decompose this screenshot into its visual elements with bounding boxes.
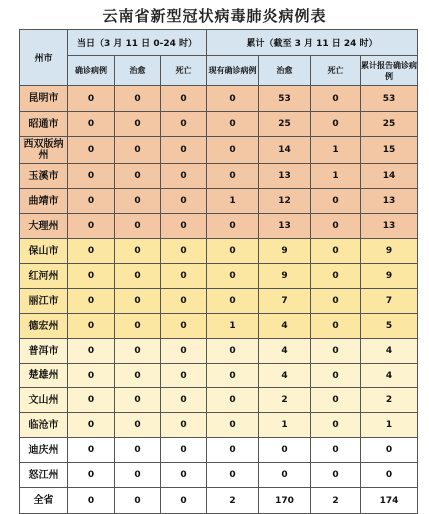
table-row [20,112,418,137]
region-cell: 德宏州 [20,314,68,339]
cum-cured-cell: 53 [259,86,311,112]
today-cured-cell: 0 [115,364,161,388]
today-death-cell: 0 [161,488,207,514]
region-cell: 玉溪市 [20,164,68,189]
cum-current-cell: 0 [207,388,259,413]
today-cured-cell: 0 [115,438,161,463]
cum-cured-cell: 13 [259,164,311,189]
today-death-cell: 0 [161,189,207,214]
cum-total-cell: 0 [361,463,418,488]
cum-total-cell: 174 [361,488,418,514]
today-cured-cell: 0 [115,488,161,514]
today-confirmed-cell: 0 [68,112,115,137]
cum-death-cell: 0 [311,86,361,112]
case-table [19,29,418,514]
cum-current-cell: 0 [207,463,259,488]
region-cell: 怒江州 [20,463,68,488]
cum-total-cell: 5 [361,314,418,339]
today-death-cell: 0 [161,86,207,112]
today-confirmed-cell: 0 [68,289,115,314]
cum-total-cell: 1 [361,413,418,438]
cum-cured-cell: 0 [259,463,311,488]
cum-death-cell: 2 [311,488,361,514]
cum-current-cell: 0 [207,364,259,388]
today-death-cell: 0 [161,388,207,413]
region-cell: 普洱市 [20,339,68,364]
region-cell: 文山州 [20,388,68,413]
cum-cured-cell: 25 [259,112,311,137]
region-cell: 昭通市 [20,112,68,137]
today-death-cell: 0 [161,364,207,388]
cum-current-cell: 0 [207,264,259,289]
region-cell: 西双版纳州 [20,137,68,164]
cum-current-cell: 0 [207,214,259,239]
cum-total-cell: 4 [361,339,418,364]
today-death-cell: 0 [161,289,207,314]
cum-death-cell: 0 [311,214,361,239]
today-death-cell: 0 [161,264,207,289]
cum-total-cell: 0 [361,438,418,463]
cum-total-cell: 4 [361,364,418,388]
cum-cured-cell: 4 [259,314,311,339]
today-confirmed-cell: 0 [68,463,115,488]
today-death-cell: 0 [161,214,207,239]
cum-total-header: 累计报告确诊病例 [361,56,418,86]
today-death-cell: 0 [161,164,207,189]
today-confirmed-cell: 0 [68,239,115,264]
table-row [20,239,418,264]
cum-death-cell: 0 [311,289,361,314]
cum-current-cell: 1 [207,189,259,214]
today-death-cell: 0 [161,137,207,164]
today-cured-cell: 0 [115,112,161,137]
today-confirmed-cell: 0 [68,86,115,112]
today-cured-cell: 0 [115,339,161,364]
cum-cured-cell: 1 [259,413,311,438]
cum-cured-cell: 4 [259,339,311,364]
cum-current-cell: 0 [207,289,259,314]
today-confirmed-cell: 0 [68,189,115,214]
cum-cured-header: 治愈 [259,56,311,86]
cum-total-cell: 14 [361,164,418,189]
cum-death-cell: 0 [311,189,361,214]
cum-death-cell: 0 [311,463,361,488]
cum-total-cell: 13 [361,214,418,239]
today-confirmed-header: 确诊病例 [68,56,115,86]
cum-cured-cell: 170 [259,488,311,514]
table-row [20,289,418,314]
today-confirmed-cell: 0 [68,438,115,463]
cum-death-cell: 1 [311,137,361,164]
region-cell: 迪庆州 [20,438,68,463]
region-cell: 大理州 [20,214,68,239]
region-cell: 昆明市 [20,86,68,112]
today-death-header: 死亡 [161,56,207,86]
today-confirmed-cell: 0 [68,413,115,438]
table-row [20,438,418,463]
cum-cured-cell: 7 [259,289,311,314]
region-cell: 全省 [20,488,68,514]
today-cured-cell: 0 [115,289,161,314]
table-row [20,164,418,189]
table-row [20,413,418,438]
cum-current-cell: 0 [207,413,259,438]
today-confirmed-cell: 0 [68,264,115,289]
cum-death-cell: 0 [311,413,361,438]
cum-total-cell: 13 [361,189,418,214]
table-row [20,214,418,239]
cum-current-cell: 1 [207,314,259,339]
cum-death-cell: 0 [311,438,361,463]
table-row [20,388,418,413]
today-cured-cell: 0 [115,388,161,413]
cum-current-header: 现有确诊病例 [207,56,259,86]
cum-current-cell: 2 [207,488,259,514]
region-header: 州市 [20,30,68,86]
cum-total-cell: 53 [361,86,418,112]
today-death-cell: 0 [161,339,207,364]
cum-cured-cell: 14 [259,137,311,164]
today-cured-cell: 0 [115,314,161,339]
cum-cured-cell: 13 [259,214,311,239]
today-confirmed-cell: 0 [68,314,115,339]
table-row [20,463,418,488]
table-row [20,86,418,112]
today-cured-header: 治愈 [115,56,161,86]
cum-total-cell: 9 [361,264,418,289]
today-confirmed-cell: 0 [68,339,115,364]
cum-death-cell: 0 [311,364,361,388]
today-confirmed-cell: 0 [68,364,115,388]
table-row [20,364,418,388]
cum-current-cell: 0 [207,112,259,137]
cum-current-cell: 0 [207,164,259,189]
today-cured-cell: 0 [115,189,161,214]
today-confirmed-cell: 0 [68,164,115,189]
cum-death-cell: 0 [311,264,361,289]
today-cured-cell: 0 [115,214,161,239]
region-cell: 红河州 [20,264,68,289]
cum-cured-cell: 2 [259,388,311,413]
table-row [20,339,418,364]
cum-cured-cell: 0 [259,438,311,463]
cum-cured-cell: 12 [259,189,311,214]
today-cured-cell: 0 [115,463,161,488]
cum-death-cell: 0 [311,112,361,137]
today-cured-cell: 0 [115,413,161,438]
today-confirmed-cell: 0 [68,388,115,413]
cum-cured-cell: 9 [259,264,311,289]
cum-total-cell: 15 [361,137,418,164]
region-cell: 临沧市 [20,413,68,438]
cum-death-header: 死亡 [311,56,361,86]
cum-death-cell: 0 [311,314,361,339]
today-confirmed-cell: 0 [68,488,115,514]
cum-cured-cell: 4 [259,364,311,388]
today-cured-cell: 0 [115,239,161,264]
today-cured-cell: 0 [115,164,161,189]
table-row [20,189,418,214]
table-row [20,137,418,164]
cum-death-cell: 0 [311,339,361,364]
cum-current-cell: 0 [207,239,259,264]
cum-death-cell: 1 [311,164,361,189]
today-death-cell: 0 [161,314,207,339]
table-title: 云南省新型冠状病毒肺炎病例表 [102,7,327,25]
cum-death-cell: 0 [311,239,361,264]
cum-total-cell: 25 [361,112,418,137]
region-cell: 丽江市 [20,289,68,314]
cum-total-cell: 7 [361,289,418,314]
cumulative-group-header: 累计（截至 3 月 11 日 24 时） [207,30,418,56]
region-cell: 曲靖市 [20,189,68,214]
today-confirmed-cell: 0 [68,137,115,164]
today-cured-cell: 0 [115,264,161,289]
today-cured-cell: 0 [115,137,161,164]
today-confirmed-cell: 0 [68,214,115,239]
cum-current-cell: 0 [207,137,259,164]
region-cell: 保山市 [20,239,68,264]
today-death-cell: 0 [161,239,207,264]
today-group-header: 当日（3 月 11 日 0-24 时） [68,30,207,56]
cum-total-cell: 2 [361,388,418,413]
cum-cured-cell: 9 [259,239,311,264]
today-death-cell: 0 [161,463,207,488]
today-death-cell: 0 [161,413,207,438]
cum-current-cell: 0 [207,86,259,112]
table-row [20,314,418,339]
table-row [20,264,418,289]
cum-total-cell: 9 [361,239,418,264]
today-death-cell: 0 [161,438,207,463]
today-death-cell: 0 [161,112,207,137]
today-cured-cell: 0 [115,86,161,112]
cum-current-cell: 0 [207,438,259,463]
cum-death-cell: 0 [311,388,361,413]
cum-current-cell: 0 [207,339,259,364]
table-row [20,488,418,514]
region-cell: 楚雄州 [20,364,68,388]
